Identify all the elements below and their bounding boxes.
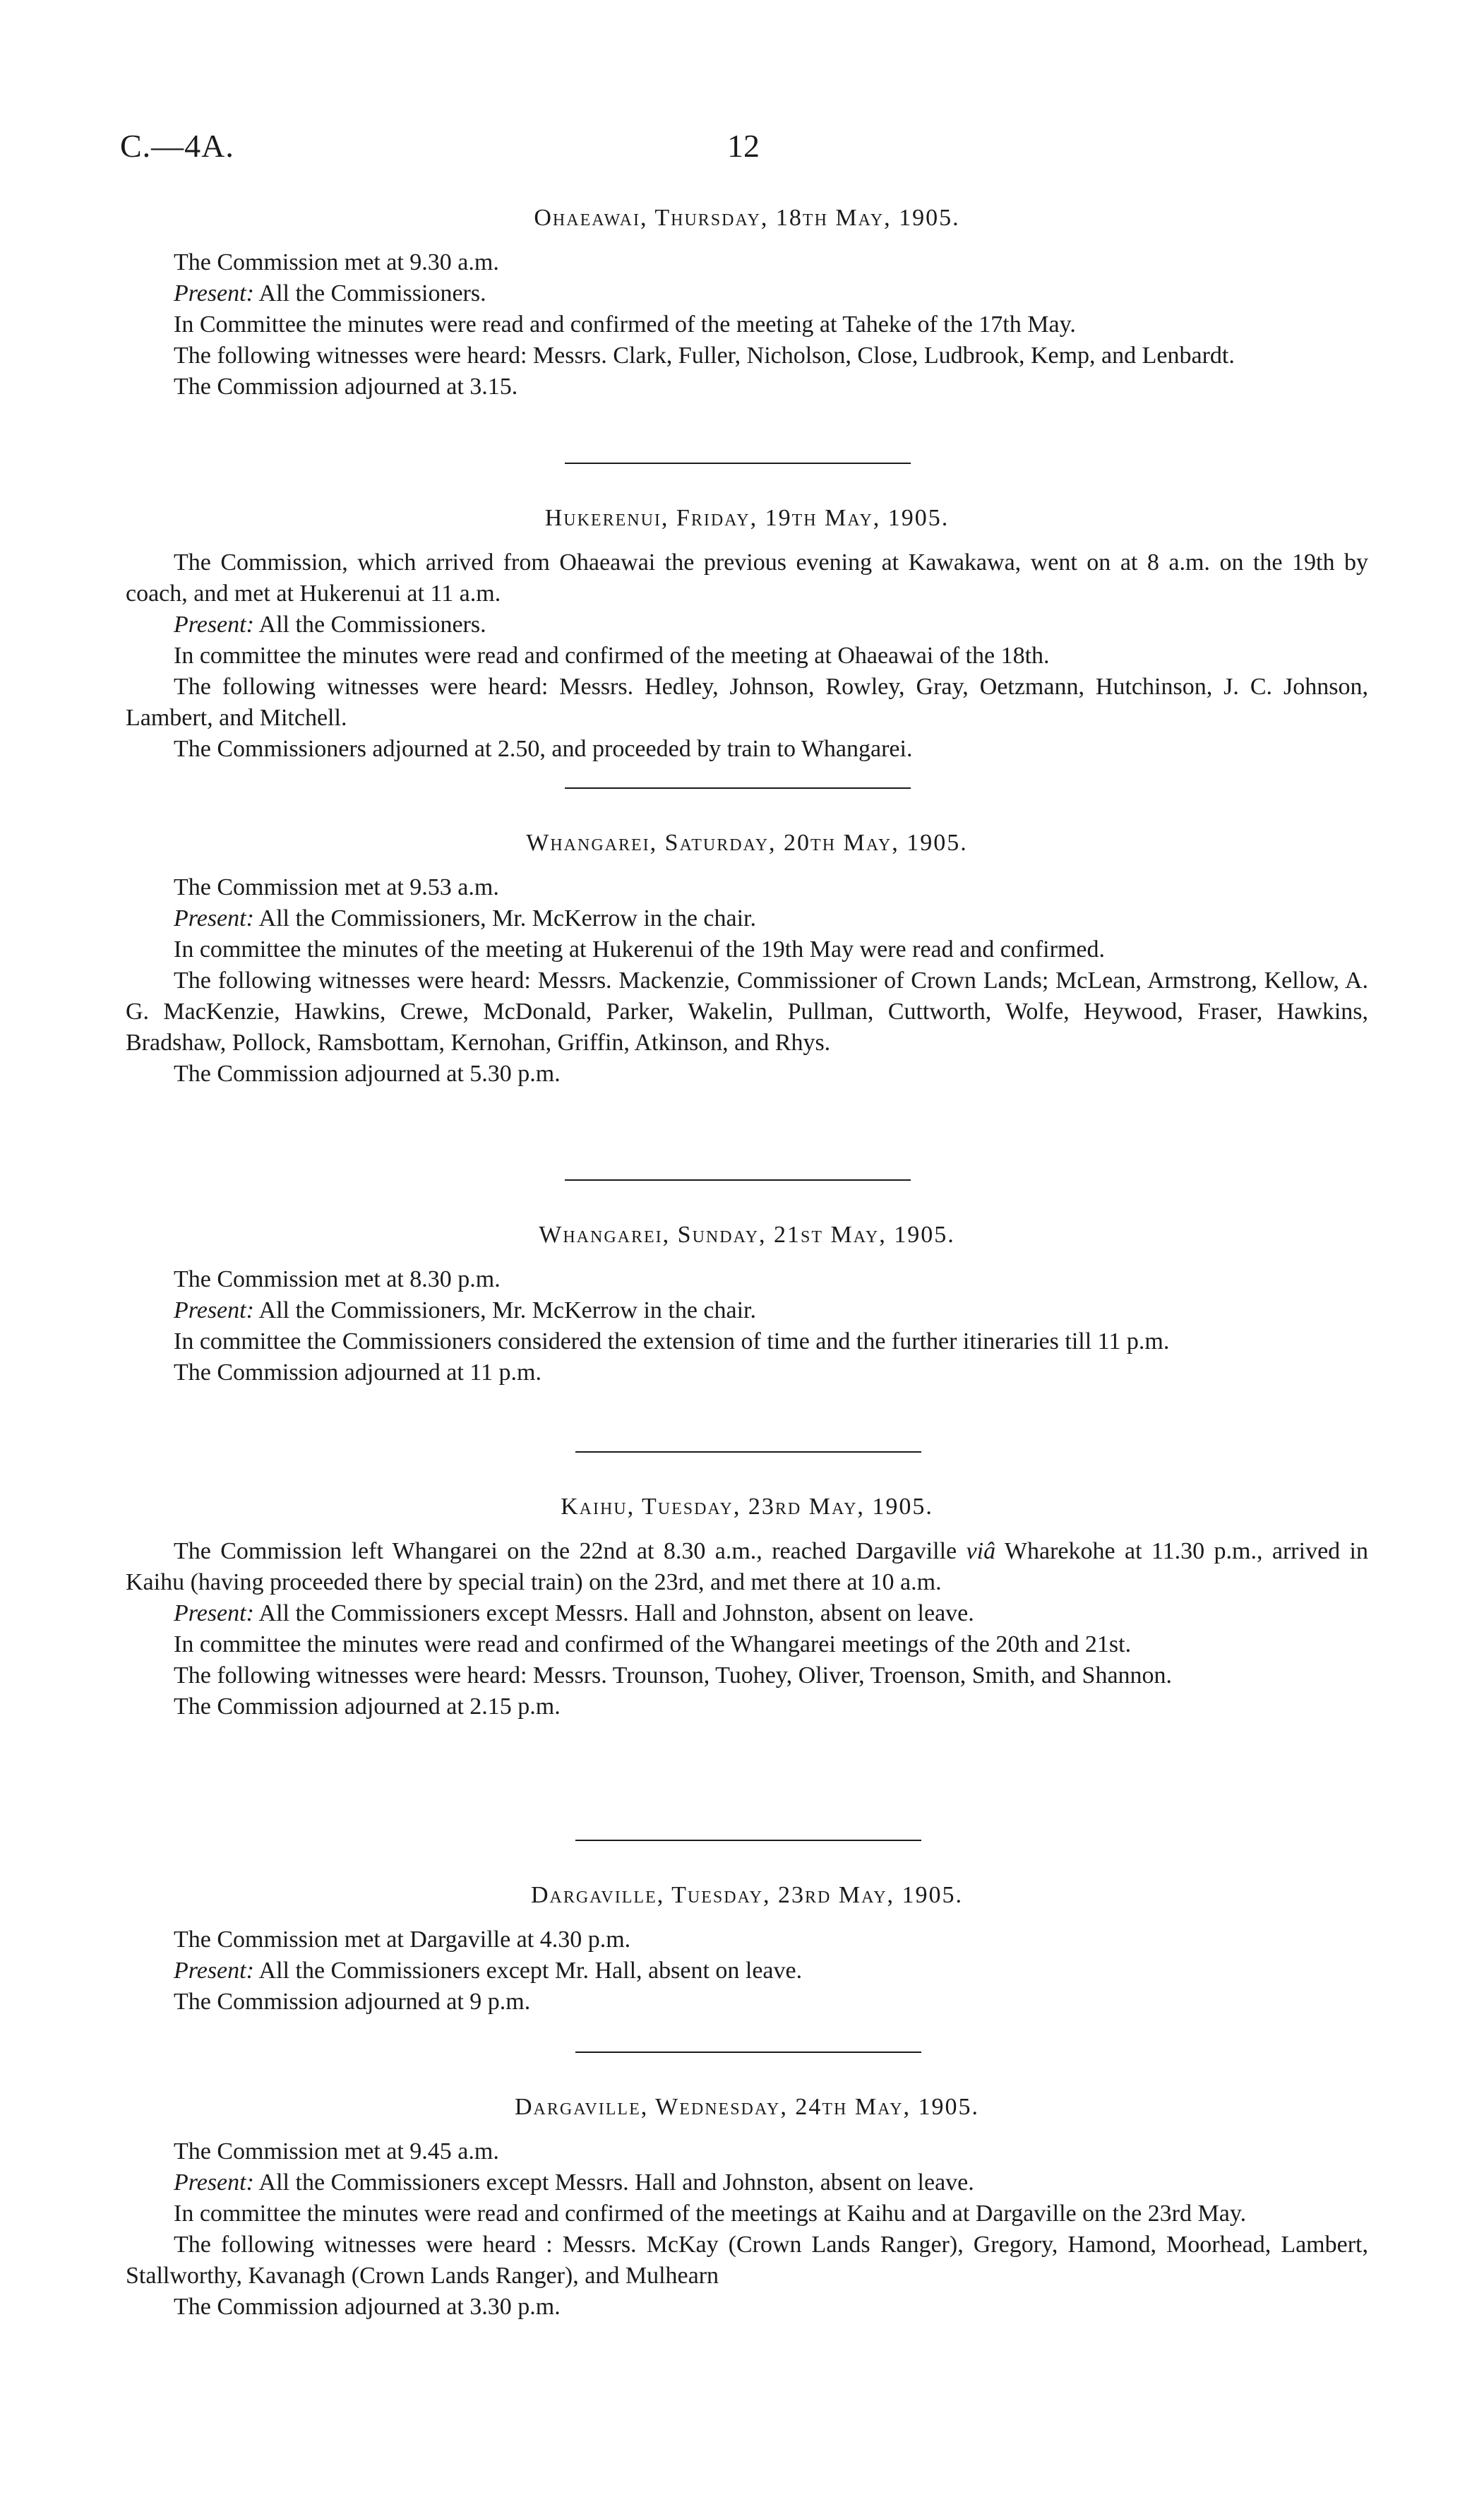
minutes-paragraph	[126, 1598, 1368, 1629]
paragraph-text: The following witnesses were heard: Messrs. Clark, Fuller, Nicholson, Close, Ludbrook, Kemp, and Lenbardt.	[174, 343, 1235, 369]
paragraph-text: The Commission adjourned at 9 p.m.	[174, 1989, 531, 2015]
paragraph-text: In committee the minutes were read and confirmed of the meetings at Kaihu and at Dargaville on the 23rd May.	[174, 2201, 1247, 2227]
paragraph-text: The Commission adjourned at 5.30 p.m.	[174, 1061, 561, 1087]
section-heading	[126, 1494, 1368, 1520]
italic-text: Present:	[174, 1600, 254, 1626]
italic-text: Present:	[174, 280, 254, 306]
paragraph-text: All the Commissioners except Mr. Hall, absent on leave.	[253, 1958, 803, 1984]
paragraph-text: The Commission, which arrived from Ohaeawai the previous evening at Kawakawa, went on at 8 a.m. on the 19th by coach, and met at Hukerenui at 11 a.m.	[126, 549, 1368, 607]
paragraph-text: The following witnesses were heard : Messrs. McKay (Crown Lands Ranger), Gregory, Hamond, Moorhead, Lambert, Stallworthy, Kavanagh (Crown Lands Ranger), and Mulhearn	[126, 2232, 1368, 2289]
minutes-paragraph	[126, 1987, 1368, 2018]
paragraph-text: The Commission met at 9.53 a.m.	[174, 874, 499, 900]
minutes-section	[126, 1882, 1368, 2018]
minutes-paragraph	[126, 1295, 1368, 1326]
section-heading	[126, 1222, 1368, 1249]
italic-text: Present:	[174, 1958, 254, 1984]
paragraph-text: In Committee the minutes were read and confirmed of the meeting at Taheke of the 17th May.	[174, 311, 1076, 338]
paragraph-lead-text: The Commission left Whangarei on the 22nd at 8.30 a.m., reached Dargaville	[174, 1538, 967, 1564]
minutes-paragraph	[126, 872, 1368, 903]
section-divider	[565, 463, 911, 464]
series-number: C.—4A.	[120, 128, 234, 164]
paragraph-text: The Commission met at 9.45 a.m.	[174, 2138, 499, 2164]
minutes-paragraph	[126, 1059, 1368, 1090]
paragraph-text: The Commission adjourned at 11 p.m.	[174, 1359, 541, 1386]
italic-text: viâ	[966, 1538, 996, 1564]
section-heading	[126, 505, 1368, 532]
paragraph-text: The following witnesses were heard: Messrs. Hedley, Johnson, Rowley, Gray, Oetzmann, Hutchinson, J. C. Johnson, Lambert, and Mitchell.	[126, 674, 1368, 731]
paragraph-text: The Commission met at 9.30 a.m.	[174, 249, 499, 275]
paragraph-text: In committee the Commissioners considered the extension of time and the further itineraries till 11 p.m.	[174, 1328, 1170, 1354]
minutes-paragraph	[126, 1629, 1368, 1660]
minutes-paragraph	[126, 903, 1368, 934]
paragraph-text: The Commissioners adjourned at 2.50, and proceeded by train to Whangarei.	[174, 736, 913, 762]
minutes-paragraph	[126, 1357, 1368, 1388]
paragraph-text: In committee the minutes were read and confirmed of the Whangarei meetings of the 20th and 21st.	[174, 1631, 1132, 1657]
minutes-paragraph	[126, 641, 1368, 672]
paragraph-text: All the Commissioners.	[253, 612, 486, 638]
minutes-paragraph	[126, 2167, 1368, 2198]
section-heading-text: Dargaville, Tuesday, 23rd May, 1905.	[530, 1882, 964, 1908]
minutes-paragraph	[126, 1955, 1368, 1987]
section-heading-text: Ohaeawai, Thursday, 18th May, 1905.	[534, 205, 960, 231]
italic-text: Present:	[174, 2169, 254, 2196]
minutes-section	[126, 830, 1368, 1090]
paragraph-text: The Commission met at Dargaville at 4.30 p.m.	[174, 1927, 631, 1953]
section-heading	[126, 1882, 1368, 1909]
section-heading	[126, 2094, 1368, 2121]
minutes-paragraph	[126, 1691, 1368, 1722]
paragraph-text: The Commission met at 8.30 p.m.	[174, 1266, 501, 1292]
minutes-paragraph	[126, 609, 1368, 641]
minutes-paragraph	[126, 934, 1368, 965]
section-divider	[575, 1840, 921, 1841]
minutes-paragraph	[126, 1660, 1368, 1691]
minutes-paragraph	[126, 2198, 1368, 2229]
minutes-paragraph	[126, 672, 1368, 734]
italic-text: Present:	[174, 905, 254, 931]
minutes-paragraph	[126, 547, 1368, 609]
paragraph-text: All the Commissioners, Mr. McKerrow in the chair.	[253, 905, 756, 931]
minutes-section	[126, 2094, 1368, 2323]
minutes-paragraph	[126, 309, 1368, 340]
paragraph-text: In committee the minutes of the meeting at Hukerenui of the 19th May were read and confirmed.	[174, 936, 1105, 963]
minutes-section	[126, 205, 1368, 403]
section-heading	[126, 205, 1368, 232]
paragraph-text: All the Commissioners, Mr. McKerrow in the chair.	[253, 1297, 756, 1323]
section-divider	[565, 1179, 911, 1181]
minutes-paragraph	[126, 2229, 1368, 2292]
minutes-paragraph	[126, 340, 1368, 371]
section-divider	[565, 787, 911, 789]
section-heading-text: Whangarei, Saturday, 20th May, 1905.	[526, 830, 968, 856]
italic-text: Present:	[174, 1297, 254, 1323]
section-divider	[575, 1451, 921, 1453]
minutes-paragraph	[126, 1264, 1368, 1295]
italic-text: Present:	[174, 612, 254, 638]
minutes-paragraph	[126, 371, 1368, 403]
minutes-paragraph	[126, 1924, 1368, 1955]
section-divider	[575, 2051, 921, 2053]
paragraph-text: The following witnesses were heard: Messrs. Mackenzie, Commissioner of Crown Lands; McLean, Armstrong, Kellow, A. G. MacKenzie, Hawkins, Crewe, McDonald, Parker, Wakelin, Pullman, Cuttworth, Wolfe, Heywood, Fraser, Hawkins, Bradshaw, Pollock, Ramsbottam, Kernohan, Griffin, Atkinson, and Rhys.	[126, 967, 1368, 1056]
paragraph-text: The following witnesses were heard: Messrs. Trounson, Tuohey, Oliver, Troenson, Smith, and Shannon.	[174, 1662, 1173, 1689]
minutes-paragraph	[126, 278, 1368, 309]
paragraph-text: All the Commissioners except Messrs. Hall and Johnston, absent on leave.	[253, 2169, 974, 2196]
minutes-paragraph	[126, 734, 1368, 765]
minutes-paragraph	[126, 2136, 1368, 2167]
paragraph-text: All the Commissioners.	[253, 280, 486, 306]
paragraph-text: The Commission adjourned at 3.30 p.m.	[174, 2294, 561, 2320]
minutes-paragraph	[126, 1536, 1368, 1598]
section-heading-text: Dargaville, Wednesday, 24th May, 1905.	[514, 2094, 980, 2120]
paragraph-text: The Commission adjourned at 3.15.	[174, 374, 518, 400]
paragraph-text: All the Commissioners except Messrs. Hall and Johnston, absent on leave.	[253, 1600, 974, 1626]
section-heading-text: Whangarei, Sunday, 21st May, 1905.	[539, 1222, 955, 1248]
paragraph-text: Wharekohe at 11.30 p.m., arrived in Kaihu (having proceeded there by special train) on the 23rd, and met there at 10 a.m.	[126, 1538, 1369, 1595]
section-heading	[126, 830, 1368, 857]
minutes-section	[126, 505, 1368, 765]
section-heading-text: Kaihu, Tuesday, 23rd May, 1905.	[561, 1494, 933, 1520]
minutes-section	[126, 1222, 1368, 1388]
minutes-paragraph	[126, 965, 1368, 1059]
paragraph-text: The Commission adjourned at 2.15 p.m.	[174, 1693, 561, 1720]
minutes-paragraph	[126, 247, 1368, 278]
paragraph-text: In committee the minutes were read and confirmed of the meeting at Ohaeawai of the 18th.	[174, 643, 1050, 669]
minutes-paragraph	[126, 1326, 1368, 1357]
minutes-paragraph	[126, 2292, 1368, 2323]
section-heading-text: Hukerenui, Friday, 19th May, 1905.	[544, 505, 950, 531]
page-number: 12	[727, 128, 760, 164]
minutes-section	[126, 1494, 1368, 1722]
